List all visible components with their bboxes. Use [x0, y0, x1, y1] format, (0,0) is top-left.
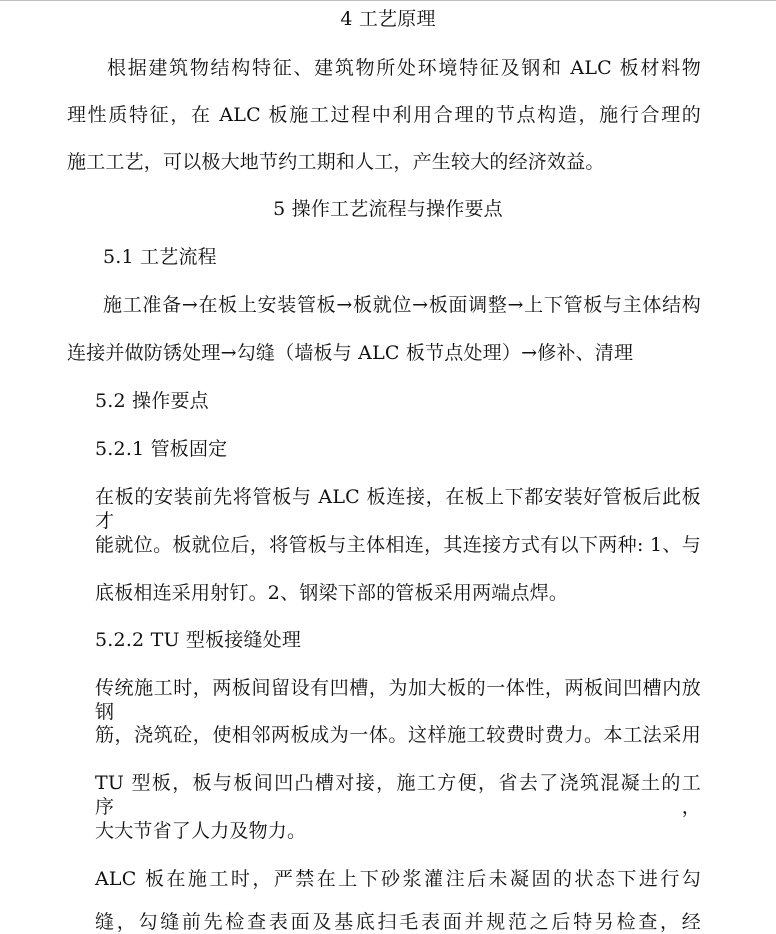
top-divider — [0, 0, 776, 1]
final-paragraph-line-2-cut: 缝，勾缝前先检查表面及基底扫毛表面并规范之后特另检查，经 — [95, 911, 701, 933]
section-5-1-heading: 5.1 工艺流程 — [103, 246, 217, 268]
section-4-paragraph-line-1: 根据建筑物结构特征、建筑物所处环境特征及钢和 ALC 板材料物 — [107, 57, 701, 79]
section-5-heading: 5 操作工艺流程与操作要点 — [273, 198, 503, 220]
section-5-2-2-paragraph-line-1: 传统施工时，两板间留设有凹槽，为加大板的一体性，两板间凹槽内放钢 — [95, 677, 701, 723]
section-5-2-2-heading: 5.2.2 TU 型板接缝处理 — [95, 629, 302, 651]
section-5-2-2-paragraph-line-2: 筋，浇筑砼，使相邻两板成为一体。这样施工较费时费力。本工法采用 — [95, 724, 701, 746]
section-5-2-2-paragraph-line-4: 大大节省了人力及物力。 — [95, 820, 307, 842]
section-5-2-1-paragraph-line-3: 底板相连采用射钉。2、钢梁下部的管板采用两端点焊。 — [95, 582, 569, 604]
section-4-paragraph-line-3: 施工工艺，可以极大地节约工期和人工，产生较大的经济效益。 — [67, 151, 605, 173]
section-4-heading: 4 工艺原理 — [340, 8, 436, 30]
section-4-paragraph-line-2: 理性质特征，在 ALC 板施工过程中利用合理的节点构造，施行合理的 — [67, 104, 701, 126]
section-5-2-1-heading: 5.2.1 管板固定 — [95, 438, 228, 460]
section-5-1-paragraph-line-2: 连接并做防锈处理→勾缝（墙板与 ALC 板节点处理）→修补、清理 — [67, 342, 634, 364]
section-5-2-1-paragraph-line-2: 能就位。板就位后，将管板与主体相连，其连接方式有以下两种: 1、与 — [95, 534, 701, 556]
final-paragraph-line-1: ALC 板在施工时，严禁在上下砂浆灌注后未凝固的状态下进行勾 — [95, 868, 701, 890]
section-5-2-heading: 5.2 操作要点 — [95, 390, 209, 412]
section-5-2-1-paragraph-line-1: 在板的安装前先将管板与 ALC 板连接，在板上下都安装好管板后此板才 — [95, 486, 701, 532]
section-5-1-paragraph-line-1: 施工准备→在板上安装管板→板就位→板面调整→上下管板与主体结构 — [103, 294, 701, 316]
section-5-2-2-paragraph-line-3: TU 型板，板与板间凹凸槽对接，施工方便，省去了浇筑混凝土的工序， — [95, 772, 701, 818]
